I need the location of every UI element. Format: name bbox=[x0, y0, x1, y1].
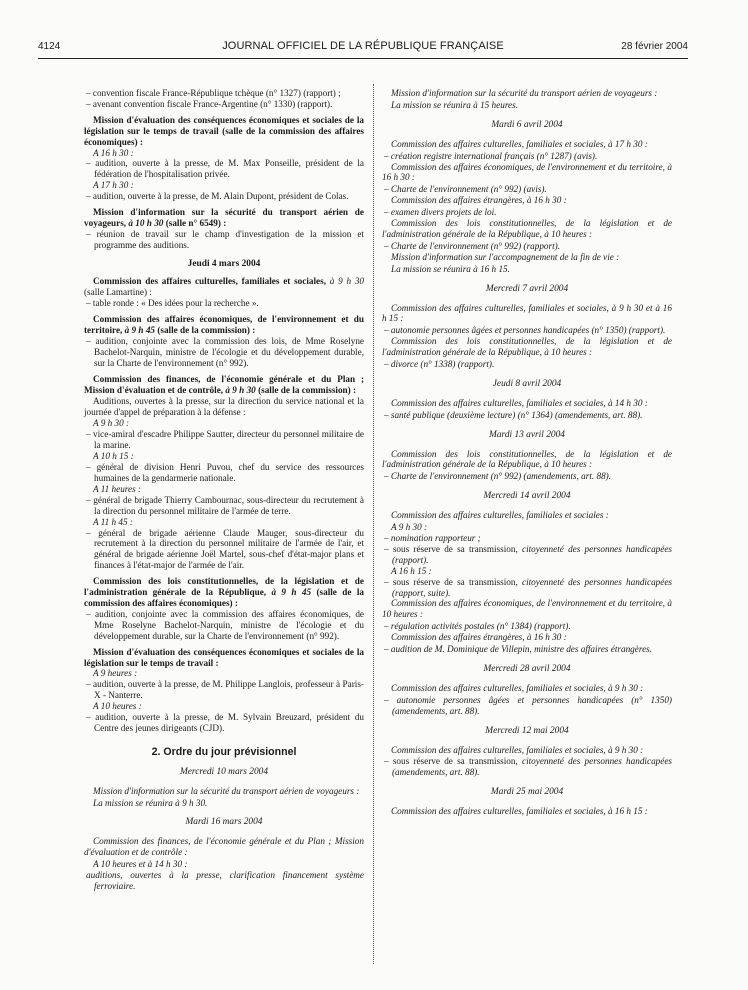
list-item: – avenant convention fiscale France-Argentine (n° 1330) (rapport). bbox=[86, 98, 333, 109]
paragraph: Mission d'évaluation des conséquences économiques et sociales de la législation sur le temps de travail (salle de la commission des affaires économiques) : bbox=[84, 114, 364, 147]
date-heading: Mercredi 12 mai 2004 bbox=[485, 725, 569, 736]
paragraph: Commission des lois constitutionnelles, de la législation et de l'administration générale de la République, à 10 heures : bbox=[382, 218, 672, 239]
list-item: – Charte de l'environnement (n° 992) (amendements, art. 88). bbox=[384, 471, 612, 482]
list-item: – santé publique (deuxième lecture) (n° 1364) (amendements, art. 88). bbox=[384, 409, 643, 420]
list-item: – réunion de travail sur le champ d'investigation de la mission et programme des auditions. bbox=[86, 228, 364, 250]
list-item: – sous réserve de sa transmission, citoyenneté des personnes handicapées (rapport). bbox=[384, 543, 672, 565]
list-item: – autonomie personnes âgées et personnes handicapées (n° 1350) (amendements, art. 88). bbox=[384, 694, 672, 716]
paragraph: Commission des affaires économiques, de l'environnement et du territoire, à 9 h 45 (salle de la commission) : bbox=[84, 314, 364, 336]
column-divider bbox=[373, 84, 374, 964]
list-item: – audition, ouverte à la presse, de M. Alain Dupont, président de Colas. bbox=[86, 191, 349, 202]
time-label: A 9 heures : bbox=[93, 668, 138, 679]
paragraph: Mission d'information sur la sécurité du transport aérien de voyageurs : bbox=[391, 88, 658, 98]
list-item: – audition, conjointe avec la commission des affaires économiques, de Mme Roselyne Bachelot-Narquin, ministre de l'écologie et du développement durable, sur la Charte de l'environnement (n° 992). bbox=[86, 608, 364, 641]
list-item: – table ronde : « Des idées pour la recherche ». bbox=[86, 298, 259, 309]
list-item: – général de brigade aérienne Claude Mauger, sous-directeur du recrutement à la direction du personnel militaire de l'armée de l'air, et général de brigade aérienne Joël Martel, sous-chef d'état-major plans et finances à l'état-major de l'armée de l'air. bbox=[86, 527, 364, 571]
paragraph: La mission se réunira à 15 heures. bbox=[391, 99, 519, 110]
paragraph: Mission d'information sur la sécurité du transport aérien de voyageurs : bbox=[93, 785, 360, 796]
list-item: – audition, ouverte à la presse, de M. Max Ponseille, président de la fédération de l'hospitalisation privée. bbox=[86, 158, 364, 180]
time-label: A 11 heures : bbox=[93, 483, 142, 494]
date-heading: Mardi 16 mars 2004 bbox=[185, 817, 263, 828]
time-label: A 9 h 30 : bbox=[391, 522, 428, 533]
section-title: 2. Ordre du jour prévisionnel bbox=[151, 745, 297, 758]
paragraph: Commission des lois constitutionnelles, de la législation et de l'administration générale de la République, à 10 heures : bbox=[382, 448, 672, 470]
date-heading: Jeudi 4 mars 2004 bbox=[187, 258, 261, 269]
list-item: – général de brigade Thierry Cambournac, sous-directeur du recrutement à la direction du personnel militaire de l'armée de terre. bbox=[86, 494, 364, 516]
list-item: – nomination rapporteur ; bbox=[384, 533, 481, 543]
time-label: A 11 h 45 : bbox=[93, 516, 133, 527]
paragraph: Commission des affaires étrangères, à 16 h 30 : bbox=[391, 195, 567, 206]
paragraph: Commission des affaires culturelles, familiales et sociales, à 9 h 30 et à 16 h 15 : bbox=[382, 302, 672, 324]
list-item: – autonomie personnes âgées et personnes handicapées (n° 1350) (rapport). bbox=[384, 325, 666, 336]
header-rule bbox=[38, 58, 688, 59]
paragraph: Commission des affaires économiques, de l'environnement et du territoire, à 10 heures : bbox=[382, 598, 672, 620]
date-heading: Mercredi 7 avril 2004 bbox=[485, 283, 569, 294]
paragraph: Commission des lois constitutionnelles, de la législation et de l'administration générale de la République, à 10 heures : bbox=[382, 336, 672, 358]
time-label: A 10 heures : bbox=[93, 701, 142, 712]
paragraph: Commission des affaires économiques, de l'environnement et du territoire, à 16 h 30 : bbox=[382, 161, 672, 183]
date-heading: Mercredi 28 avril 2004 bbox=[483, 663, 571, 674]
date-heading: Mardi 13 avril 2004 bbox=[489, 429, 565, 440]
paragraph: La mission se réunira à 9 h 30. bbox=[93, 797, 208, 808]
list-item: – examen divers projets de loi. bbox=[384, 207, 497, 218]
paragraph: Commission des affaires culturelles, familiales et sociales, à 9 h 30 (salle Lamartine) : bbox=[84, 275, 365, 297]
page-header bbox=[38, 38, 688, 54]
paragraph: Auditions, ouvertes à la presse, sur la direction du service national et la journée d'appel de préparation à la défense : bbox=[84, 395, 364, 417]
paragraph: Mission d'information sur la sécurité du transport aérien de voyageurs, à 10 h 30 (salle n° 6549) : bbox=[84, 207, 364, 228]
left-column bbox=[84, 88, 364, 892]
paragraph: Commission des finances, de l'économie générale et du Plan ; Mission d'évaluation et de contrôle, à 9 h 30 (salle de la commission) : bbox=[84, 373, 364, 395]
time-label: A 16 h 30 : bbox=[93, 147, 134, 158]
paragraph: Commission des affaires culturelles, familiales et sociales, à 9 h 30 : bbox=[391, 744, 644, 755]
list-item: – régulation activités postales (n° 1384) (rapport). bbox=[384, 621, 571, 632]
paragraph: Commission des lois constitutionnelles, de la législation et de l'administration générale de la République, à 9 h 45 (salle de la commission des affaires économiques) : bbox=[84, 576, 364, 608]
list-item: – création registre international français (n° 1287) (avis). bbox=[384, 150, 598, 161]
paragraph: La mission se réunira à 16 h 15. bbox=[391, 263, 510, 274]
list-item: – convention fiscale France-République tchèque (n° 1327) (rapport) ; bbox=[86, 88, 341, 98]
list-item: – vice-amiral d'escadre Philippe Sautter, directeur du personnel militaire de la marine. bbox=[86, 429, 364, 451]
page-number: 4124 bbox=[38, 41, 61, 52]
list-item: – Charte de l'environnement (n° 992) (rapport). bbox=[384, 240, 561, 251]
list-item: – sous réserve de sa transmission, citoyenneté des personnes handicapées (amendements, art. 88). bbox=[384, 756, 672, 778]
list-item: – audition de M. Dominique de Villepin, ministre des affaires étrangères. bbox=[384, 644, 653, 655]
date-heading: Mardi 6 avril 2004 bbox=[491, 119, 563, 130]
list-item: auditions, ouvertes à la presse, clarification financement système ferroviaire. bbox=[86, 870, 364, 891]
date-heading: Jeudi 8 avril 2004 bbox=[492, 378, 562, 389]
paragraph: Commission des finances, de l'économie générale et du Plan ; Mission d'évaluation et de contrôle : bbox=[84, 836, 364, 858]
paragraph: Commission des affaires culturelles, familiales et sociales, à 16 h 15 : bbox=[391, 806, 648, 817]
right-column bbox=[382, 88, 672, 818]
date-heading: Mercredi 14 avril 2004 bbox=[483, 491, 571, 502]
paragraph: Mission d'évaluation des conséquences économiques et sociales de la législation sur le temps de travail : bbox=[84, 646, 364, 668]
list-item: – audition, conjointe avec la commission des lois, de Mme Roselyne Bachelot-Narquin, ministre de l'écologie et du développement durable, sur la Charte de l'environnement (n° 992). bbox=[86, 336, 364, 368]
time-label: A 17 h 30 : bbox=[93, 180, 134, 191]
time-label: A 10 heures et à 14 h 30 : bbox=[93, 859, 188, 870]
list-item: – Charte de l'environnement (n° 992) (avis). bbox=[384, 184, 547, 195]
paragraph: Commission des affaires culturelles, familiales et sociales, à 17 h 30 : bbox=[391, 138, 648, 149]
list-item: – audition, ouverte à la presse, de M. Philippe Langlois, professeur à Paris-X - Nanterre. bbox=[86, 679, 364, 701]
time-label: A 16 h 15 : bbox=[391, 565, 432, 576]
paragraph: Commission des affaires culturelles, familiales et sociales, à 14 h 30 : bbox=[391, 397, 648, 408]
journal-title: JOURNAL OFFICIEL DE LA RÉPUBLIQUE FRANÇAISE bbox=[222, 40, 504, 52]
paragraph: Commission des affaires culturelles, familiales et sociales : bbox=[391, 510, 609, 521]
list-item: – général de division Henri Puvou, chef du service des ressources humaines de la gendarmerie nationale. bbox=[86, 462, 364, 483]
paragraph: Commission des affaires culturelles, familiales et sociales, à 9 h 30 : bbox=[391, 682, 644, 693]
paragraph: Commission des affaires étrangères, à 16 h 30 : bbox=[391, 632, 567, 643]
list-item: – audition, ouverte à la presse, de M. Sylvain Breuzard, président du Centre des jeunes dirigeants (CJD). bbox=[86, 712, 364, 733]
paragraph: Mission d'information sur l'accompagnement de la fin de vie : bbox=[391, 251, 620, 262]
issue-date: 28 février 2004 bbox=[621, 41, 688, 52]
date-heading: Mercredi 10 mars 2004 bbox=[179, 766, 269, 777]
time-label: A 9 h 30 : bbox=[93, 418, 130, 429]
date-heading: Mardi 25 mai 2004 bbox=[490, 787, 564, 798]
list-item: – sous réserve de sa transmission, citoyenneté des personnes handicapées (rapport, suite). bbox=[384, 576, 672, 598]
time-label: A 10 h 15 : bbox=[93, 451, 134, 462]
list-item: – divorce (n° 1338) (rapport). bbox=[384, 359, 495, 370]
